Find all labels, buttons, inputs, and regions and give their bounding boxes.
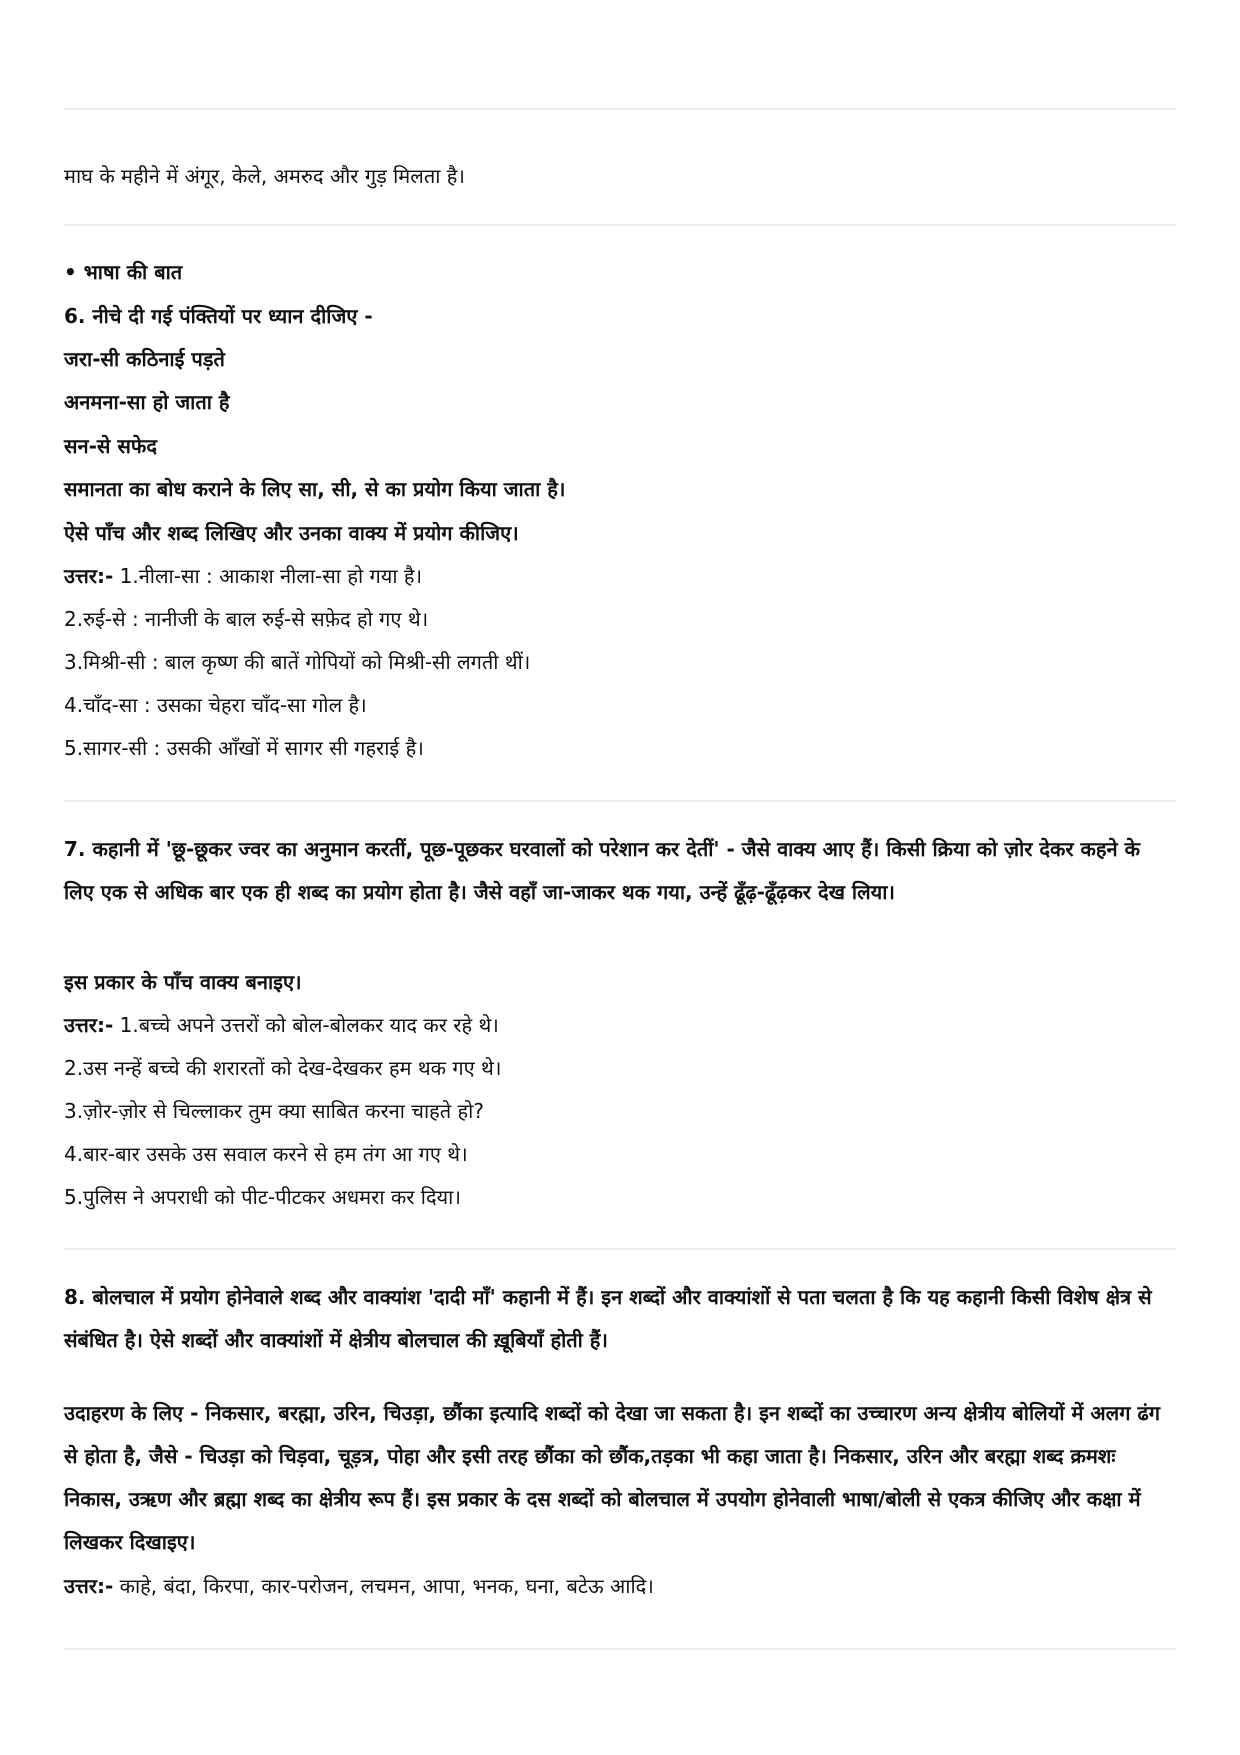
q6-answer-4: 4.चाँद-सा : उसका चेहरा चाँद-सा गोल है। xyxy=(64,693,367,717)
q6-instruction: ऐसे पाँच और शब्द लिखिए और उनका वाक्य में प्रयोग कीजिए। xyxy=(64,521,519,545)
divider xyxy=(64,1248,1176,1250)
q6-answer-3: 3.मिश्री-सी : बाल कृष्ण की बातें गोपियों को मिश्री-सी लगती थीं। xyxy=(64,650,531,674)
q6-line: जरा-सी कठिनाई पड़ते xyxy=(64,347,225,371)
divider xyxy=(64,800,1176,802)
q6-answer-2: 2.रुई-से : नानीजी के बाल रुई-से सफ़ेद हो गए थे। xyxy=(64,607,429,631)
answer-text: 1.नीला-सा : आकाश नीला-सा हो गया है। xyxy=(119,564,423,588)
q8-answer xyxy=(64,1572,1176,1600)
answer-text: काहे, बंदा, किरपा, कार-परोजन, लचमन, आपा, भनक, घना, बटेऊ आदि। xyxy=(119,1574,654,1598)
section-heading: • भाषा की बात xyxy=(64,260,183,284)
answer-text: 1.बच्चे अपने उत्तरों को बोल-बोलकर याद कर रहे थे। xyxy=(119,1013,499,1037)
q7-answer-5: 5.पुलिस ने अपराधी को पीट-पीटकर अधमरा कर दिया। xyxy=(64,1185,461,1209)
q7-question: 7. कहानी में 'छू-छूकर ज्वर का अनुमान करतीं, पूछ-पूछकर घरवालों को परेशान कर देतीं' - जैसे वाक्य आए हैं। किसी क्रिया को ज़ोर देकर कहने के लिए एक से अधिक बार एक ही शब्द का प्रयोग होता है। जैसे वहाँ जा-जाकर थक गया, उन्हें ढूँढ़-ढूँढ़कर देख लिया। xyxy=(64,837,1140,904)
q7-answer-1 xyxy=(64,1011,1176,1039)
q6-answer-1 xyxy=(64,562,1176,590)
q6-line: अनमना-सा हो जाता है xyxy=(64,390,230,414)
q6-line: सन-से सफेद xyxy=(64,434,157,458)
q7-answer-2: 2.उस नन्हें बच्चे की शरारतों को देख-देखकर हम थक गए थे। xyxy=(64,1056,502,1080)
q8-question: 8. बोलचाल में प्रयोग होनेवाले शब्द और वाक्यांश 'दादी माँ' कहानी में हैं। इन शब्दों और वाक्यांशों से पता चलता है कि यह कहानी किसी विशेष क्षेत्र से संबंधित है। ऐसे शब्दों और वाक्यांशों में क्षेत्रीय बोलचाल की ख़ूबियाँ होती हैं। xyxy=(64,1285,1152,1352)
divider xyxy=(64,108,1176,110)
divider xyxy=(64,224,1176,226)
answer-label: उत्तर:- xyxy=(64,564,114,588)
q7-instruction: इस प्रकार के पाँच वाक्य बनाइए। xyxy=(64,970,302,994)
q6-line: समानता का बोध कराने के लिए सा, सी, से का प्रयोग किया जाता है। xyxy=(64,477,566,501)
q6-question: 6. नीचे दी गई पंक्तियों पर ध्यान दीजिए - xyxy=(64,304,373,328)
q6-answer-5: 5.सागर-सी : उसकी आँखों में सागर सी गहराई है। xyxy=(64,736,424,760)
answer-label: उत्तर:- xyxy=(64,1013,114,1037)
q8-example: उदाहरण के लिए - निकसार, बरह्मा, उरिन, चिउड़ा, छौंका इत्यादि शब्दों को देखा जा सकता है। इन शब्दों का उच्चारण अन्य क्षेत्रीय बोलियों में अलग ढंग से होता है, जैसे - चिउड़ा को चिड़वा, चूड़त्र, पोहा और इसी तरह छौंका को छौंक,तड़का भी कहा जाता है। निकसार, उरिन और बरह्मा शब्द क्रमशः निकास, उऋण और ब्रह्मा शब्द का क्षेत्रीय रूप हैं। इस प्रकार के दस शब्दों को बोलचाल में उपयोग होनेवाली भाषा/बोली से एकत्र कीजिए और कक्षा में लिखकर दिखाइए। xyxy=(64,1401,1160,1554)
intro-text: माघ के महीने में अंगूर, केले, अमरुद और गुड़ मिलता है। xyxy=(64,164,465,188)
q7-answer-3: 3.ज़ोर-ज़ोर से चिल्लाकर तुम क्या साबित करना चाहते हो? xyxy=(64,1099,484,1123)
q7-answer-4: 4.बार-बार उसके उस सवाल करने से हम तंग आ गए थे। xyxy=(64,1142,468,1166)
divider xyxy=(64,1648,1176,1650)
answer-label: उत्तर:- xyxy=(64,1574,114,1598)
